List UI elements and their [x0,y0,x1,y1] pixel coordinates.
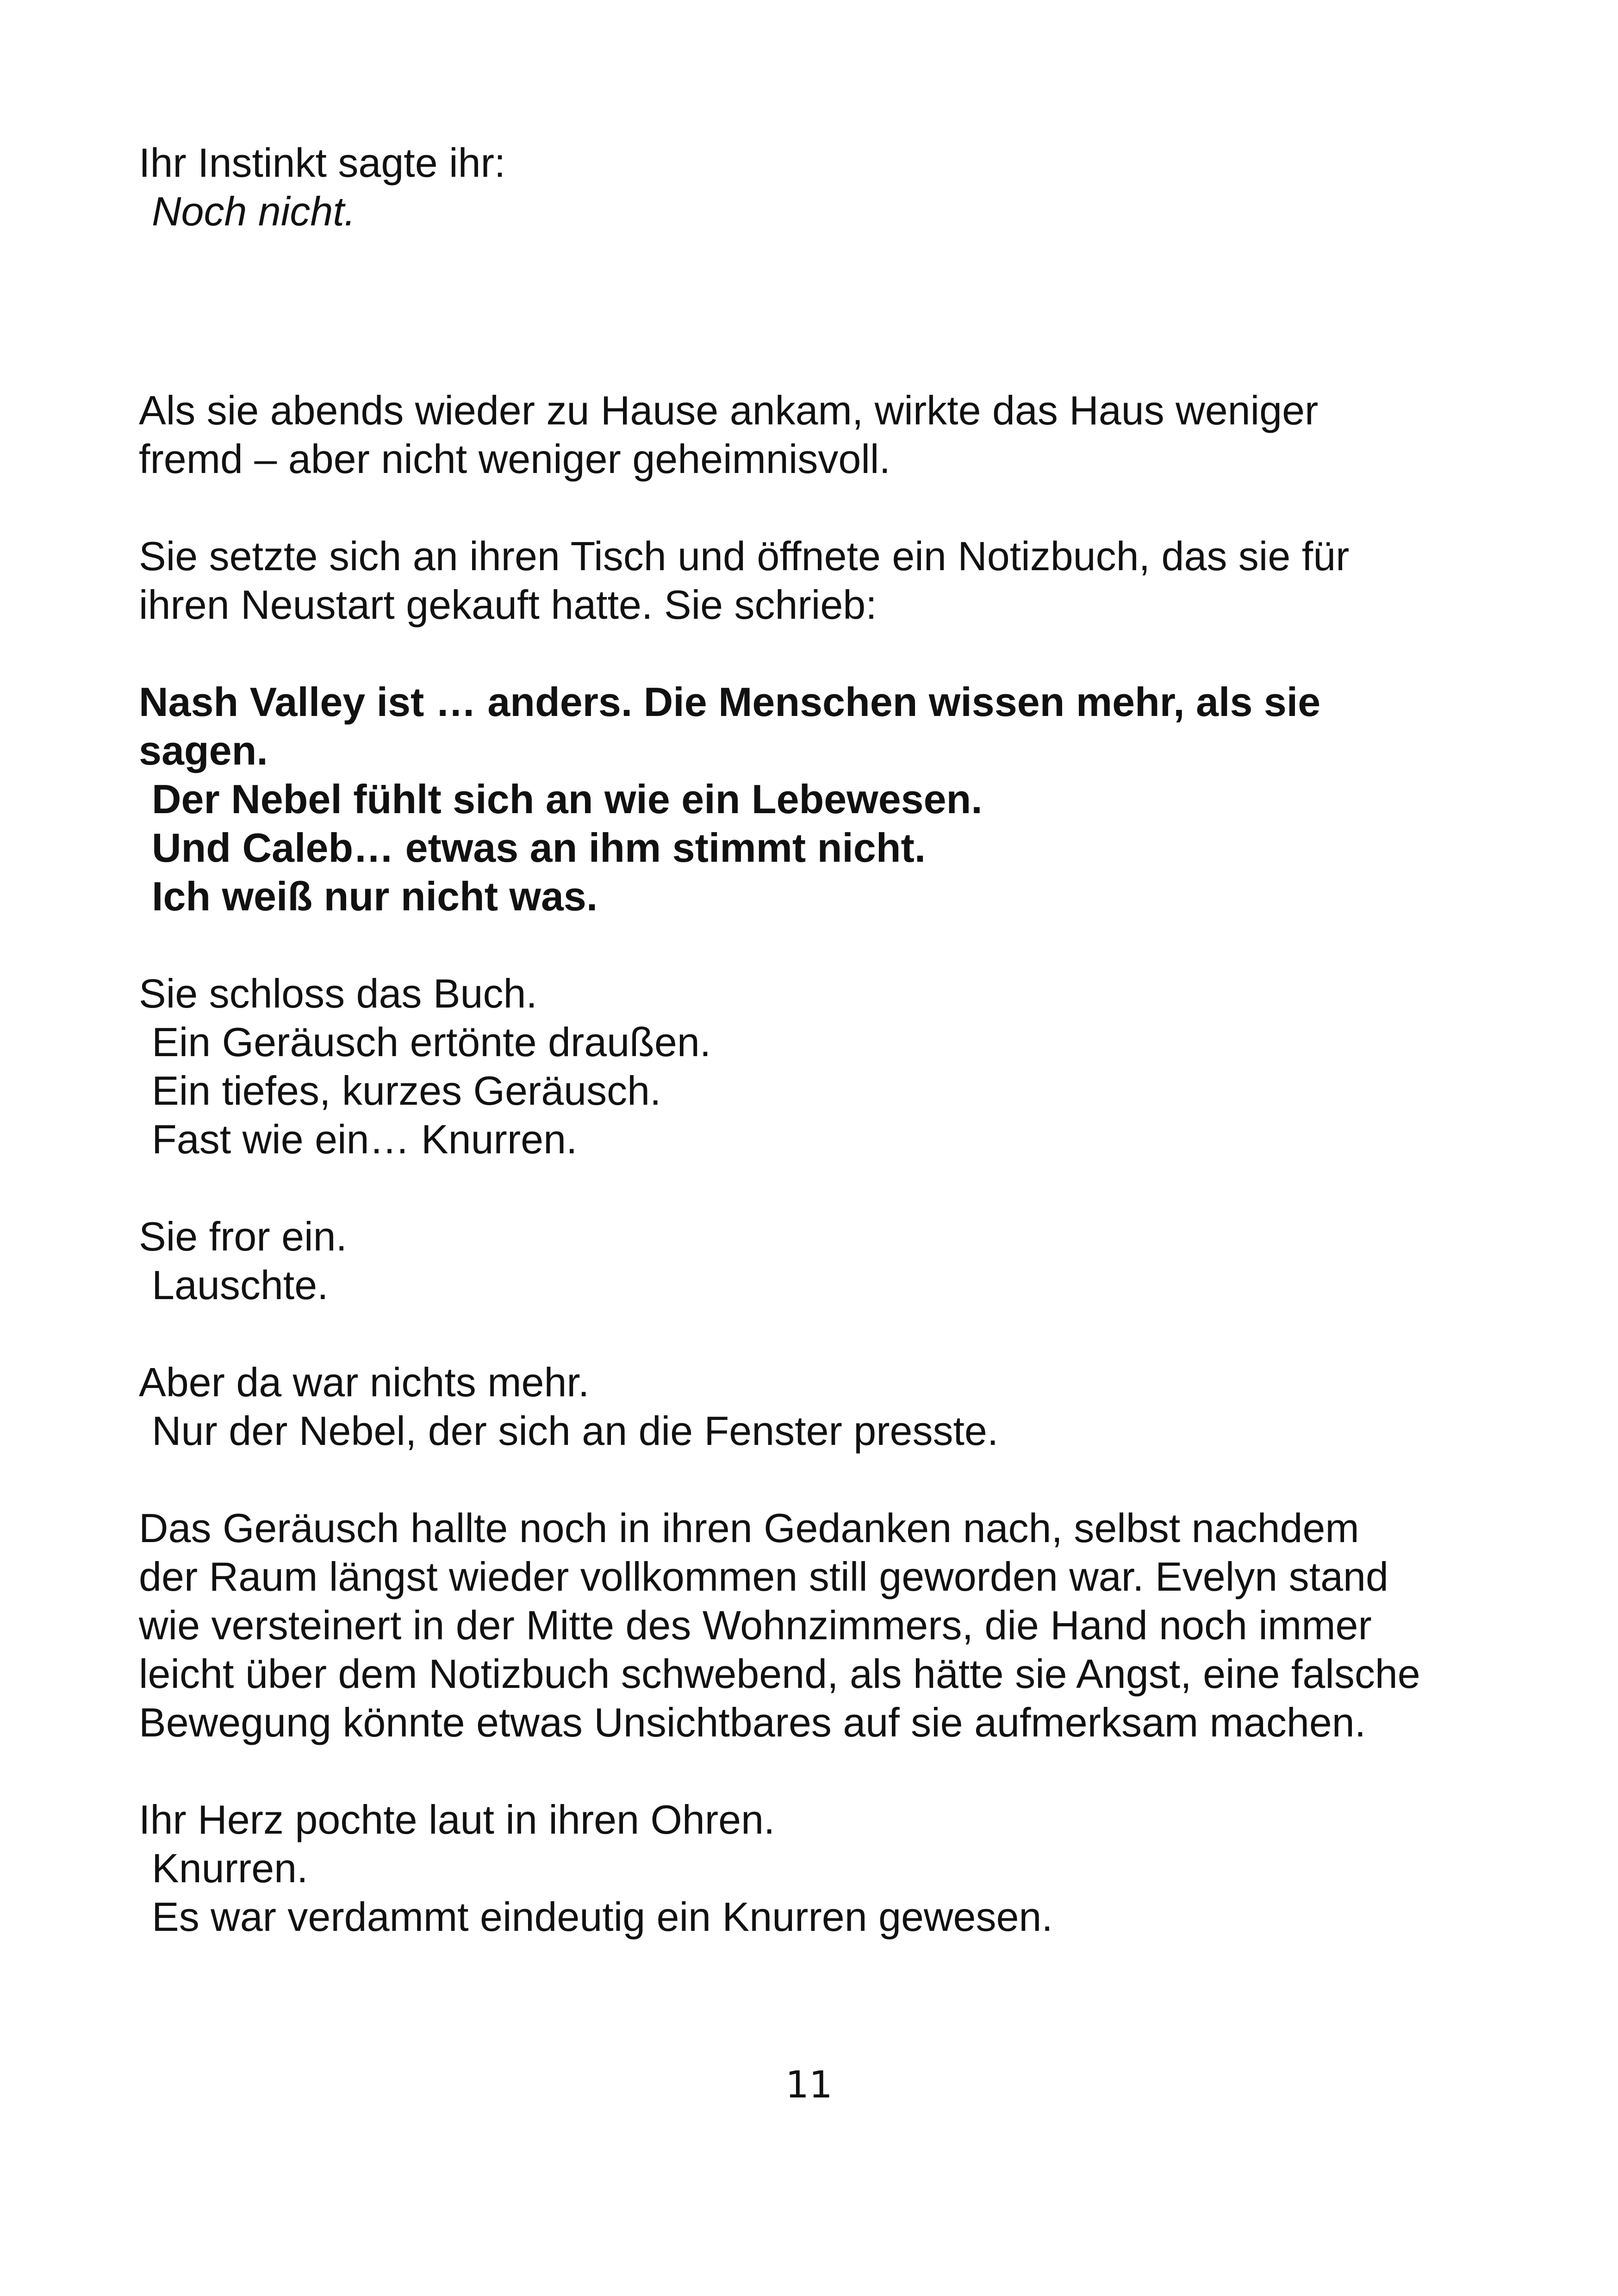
page-number: 11 [785,2063,833,2106]
text-line: Ein tiefes, kurzes Geräusch. [152,1068,661,1114]
text-line: Ein Geräusch ertönte draußen. [152,1019,711,1065]
text-line: Als sie abends wieder zu Hause ankam, wirkte das Haus weniger [139,387,1319,433]
text-line: Das Geräusch hallte noch in ihren Gedanken nach, selbst nachdem [139,1505,1359,1551]
text-line: Fast wie ein… Knurren. [152,1116,578,1162]
bold-text-line: Der Nebel fühlt sich an wie ein Lebewesen. [152,776,983,822]
bold-text-line: Und Caleb… etwas an ihm stimmt nicht. [152,825,926,871]
text-line: Es war verdammt eindeutig ein Knurren gewesen. [152,1894,1053,1940]
bold-text-line: Nash Valley ist … anders. Die Menschen wissen mehr, als sie [139,679,1321,725]
text-line: Ihr Instinkt sagte ihr: [139,140,506,186]
text-line: ihren Neustart gekauft hatte. Sie schrieb: [139,582,877,628]
text-line: Bewegung könnte etwas Unsichtbares auf sie aufmerksam machen. [139,1699,1366,1745]
bold-text-line: sagen. [139,728,268,773]
text-line: Aber da war nichts mehr. [139,1359,590,1405]
text-line: Ihr Herz pochte laut in ihren Ohren. [139,1797,775,1842]
text-line: Knurren. [152,1845,308,1891]
text-line: wie versteinert in der Mitte des Wohnzimmers, die Hand noch immer [139,1602,1372,1648]
text-line: Lauschte. [152,1262,329,1308]
text-line: fremd – aber nicht weniger geheimnisvoll. [139,436,890,482]
text-line: Nur der Nebel, der sich an die Fenster presste. [152,1408,999,1454]
text-line: der Raum längst wieder vollkommen still geworden war. Evelyn stand [139,1554,1388,1599]
italic-text-line: Noch nicht. [152,188,356,234]
text-line: leicht über dem Notizbuch schwebend, als hätte sie Angst, eine falsche [139,1651,1420,1697]
text-line: Sie schloss das Buch. [139,971,537,1016]
text-line: Sie fror ein. [139,1213,347,1259]
text-line: Sie setzte sich an ihren Tisch und öffnete ein Notizbuch, das sie für [139,533,1350,579]
bold-text-line: Ich weiß nur nicht was. [152,873,598,919]
